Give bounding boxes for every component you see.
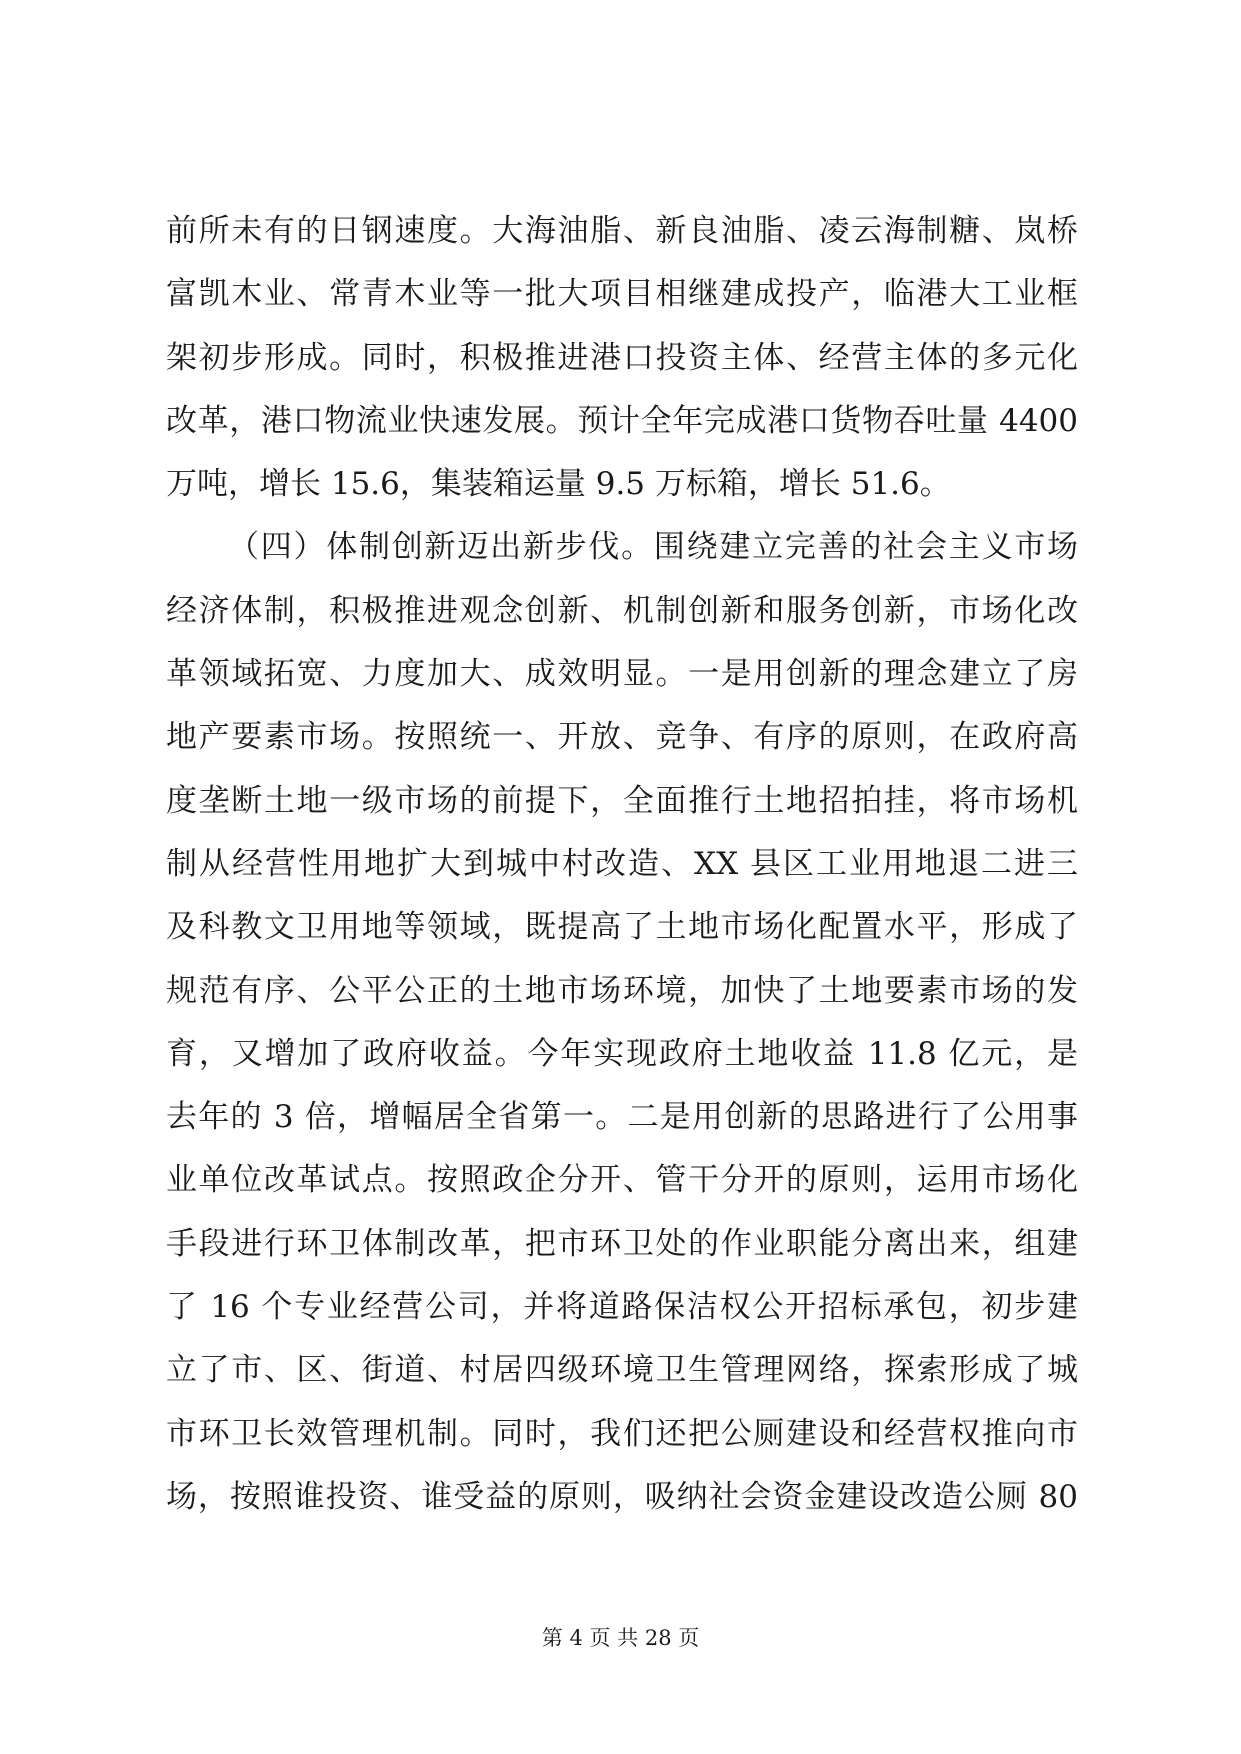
text-line: 架初步形成。同时，积极推进港口投资主体、经营主体的多元化 <box>166 339 1078 376</box>
text-line: 革领域拓宽、力度加大、成效明显。一是用创新的理念建立了房 <box>166 656 1078 693</box>
text-line: 富凯木业、常青木业等一批大项目相继建成投产，临港大工业框 <box>166 276 1078 313</box>
text-line: 度垄断土地一级市场的前提下，全面推行土地招拍挂，将市场机 <box>166 782 1078 819</box>
text-line: 育，又增加了政府收益。今年实现政府土地收益 11.8 亿元，是 <box>166 1035 1078 1072</box>
text-line: 场，按照谁投资、谁受益的原则，吸纳社会资金建设改造公厕 80 <box>166 1478 1078 1515</box>
text-line: 业单位改革试点。按照政企分开、管干分开的原则，运用市场化 <box>166 1162 1078 1199</box>
text-line: 改革，港口物流业快速发展。预计全年完成港口货物吞吐量 4400 <box>166 402 1078 439</box>
page-number-footer: 第 4 页 共 28 页 <box>541 1626 700 1650</box>
text-line: 手段进行环卫体制改革，把市环卫处的作业职能分离出来，组建 <box>166 1225 1078 1262</box>
text-line: 及科教文卫用地等领域，既提高了土地市场化配置水平，形成了 <box>166 909 1078 946</box>
text-line: 了 16 个专业经营公司，并将道路保洁权公开招标承包，初步建 <box>166 1289 1078 1326</box>
text-line: 前所未有的日钢速度。大海油脂、新良油脂、凌云海制糖、岚桥 <box>166 213 1078 249</box>
text-line: 制从经营性用地扩大到城中村改造、XX 县区工业用地退二进三 <box>166 845 1078 882</box>
text-line: 市环卫长效管理机制。同时，我们还把公厕建设和经营权推向市 <box>166 1415 1078 1452</box>
text-line: 经济体制，积极推进观念创新、机制创新和服务创新，市场化改 <box>166 592 1078 629</box>
text-line: 地产要素市场。按照统一、开放、竞争、有序的原则，在政府高 <box>166 719 1078 756</box>
text-line: 立了市、区、街道、村居四级环境卫生管理网络，探索形成了城 <box>166 1352 1078 1389</box>
body-text <box>166 200 1078 1529</box>
text-line: 规范有序、公平公正的土地市场环境，加快了土地要素市场的发 <box>166 972 1078 1009</box>
text-line: （四）体制创新迈出新步伐。围绕建立完善的社会主义市场 <box>228 529 1078 566</box>
text-line: 去年的 3 倍，增幅居全省第一。二是用创新的思路进行了公用事 <box>166 1099 1078 1136</box>
text-line: 万吨，增长 15.6，集装箱运量 9.5 万标箱，增长 51.6。 <box>166 466 951 503</box>
